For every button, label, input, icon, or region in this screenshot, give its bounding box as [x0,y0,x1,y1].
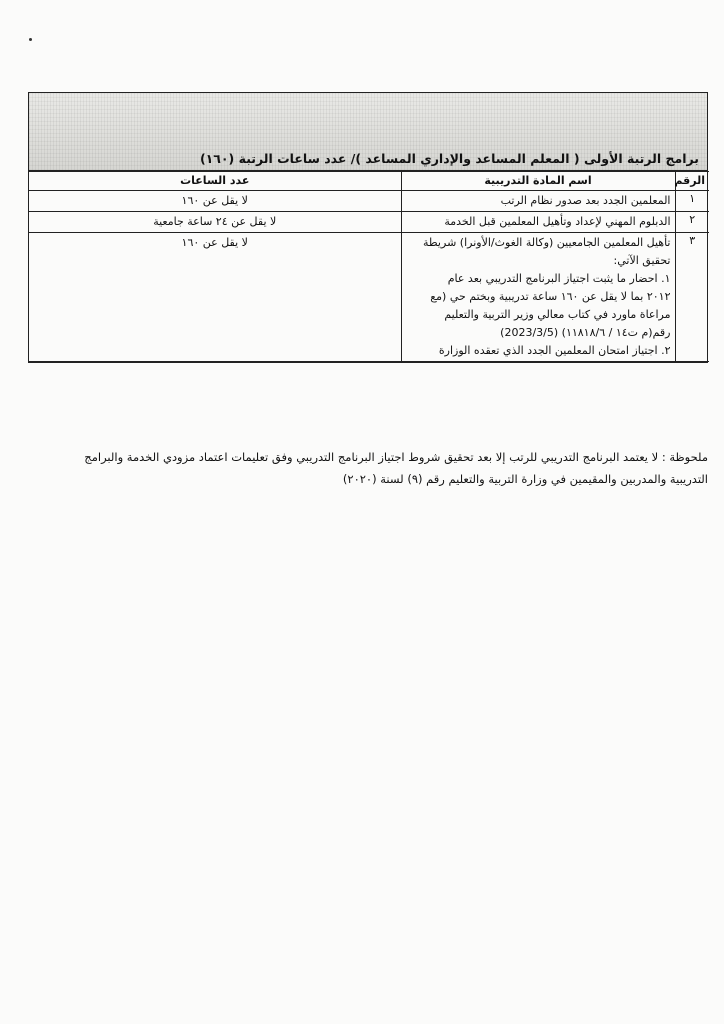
subject-line: مراعاة ماورد في كتاب معالي وزير التربية والتعليم [444,308,671,321]
table-title-band [29,93,707,171]
row-subject: المعلمين الجدد بعد صدور نظام الرتب [401,191,675,212]
ranks-program-table [28,92,708,363]
subject-line: رقم(م ت١٤ / ١١٨١٨/٦) (2023/3/5) [500,326,671,339]
header-subject: اسم المادة التدريبية [401,172,675,191]
subject-line: تحقيق الآتي: [613,254,671,267]
row-number: ٣ [675,233,709,362]
subject-line: ٢٠١٢ بما لا يقل عن ١٦٠ ساعة تدريبية وبختم حي (مع [430,290,671,303]
header-hours: عدد الساعات [29,172,401,191]
note-paragraph [28,446,708,490]
row-hours: لا يقل عن ٢٤ ساعة جامعية [29,212,401,233]
subject-line: ٢. اجتياز امتحان المعلمين الجدد الذي تعقده الوزارة [438,344,671,357]
note-line: التدريبية والمدربين والمقيمين في وزارة التربية والتعليم رقم (٩) لسنة (٢٠٢٠) [342,472,708,486]
table-row [29,233,709,362]
table-title: برامج الرتبة الأولى ( المعلم المساعد والإداري المساعد )/ عدد ساعات الرتبة (١٦٠) [199,151,699,166]
row-hours: لا يقل عن ١٦٠ [29,233,401,362]
header-row [29,172,709,191]
subject-line: تأهيل المعلمين الجامعيين (وكالة الغوث/الأونرا) شريطة [423,236,671,249]
row-number: ١ [675,191,709,212]
row-subject [401,233,675,362]
header-number: الرقم [675,172,709,191]
table-row [29,191,709,212]
table-row [29,212,709,233]
row-number: ٢ [675,212,709,233]
note-line: ملحوظة : لا يعتمد البرنامج التدريبي للرتب إلا بعد تحقيق شروط اجتياز البرنامج التدريبي وفق تعليمات اعتماد مزودي الخدمة والبرامج [84,450,708,464]
subject-line: ١. احضار ما يثبت اجتياز البرنامج التدريبي بعد عام [447,272,671,285]
scan-speck [29,38,32,41]
programs-table [29,171,709,362]
row-subject: الدبلوم المهني لإعداد وتأهيل المعلمين قبل الخدمة [401,212,675,233]
row-hours: لا يقل عن ١٦٠ [29,191,401,212]
